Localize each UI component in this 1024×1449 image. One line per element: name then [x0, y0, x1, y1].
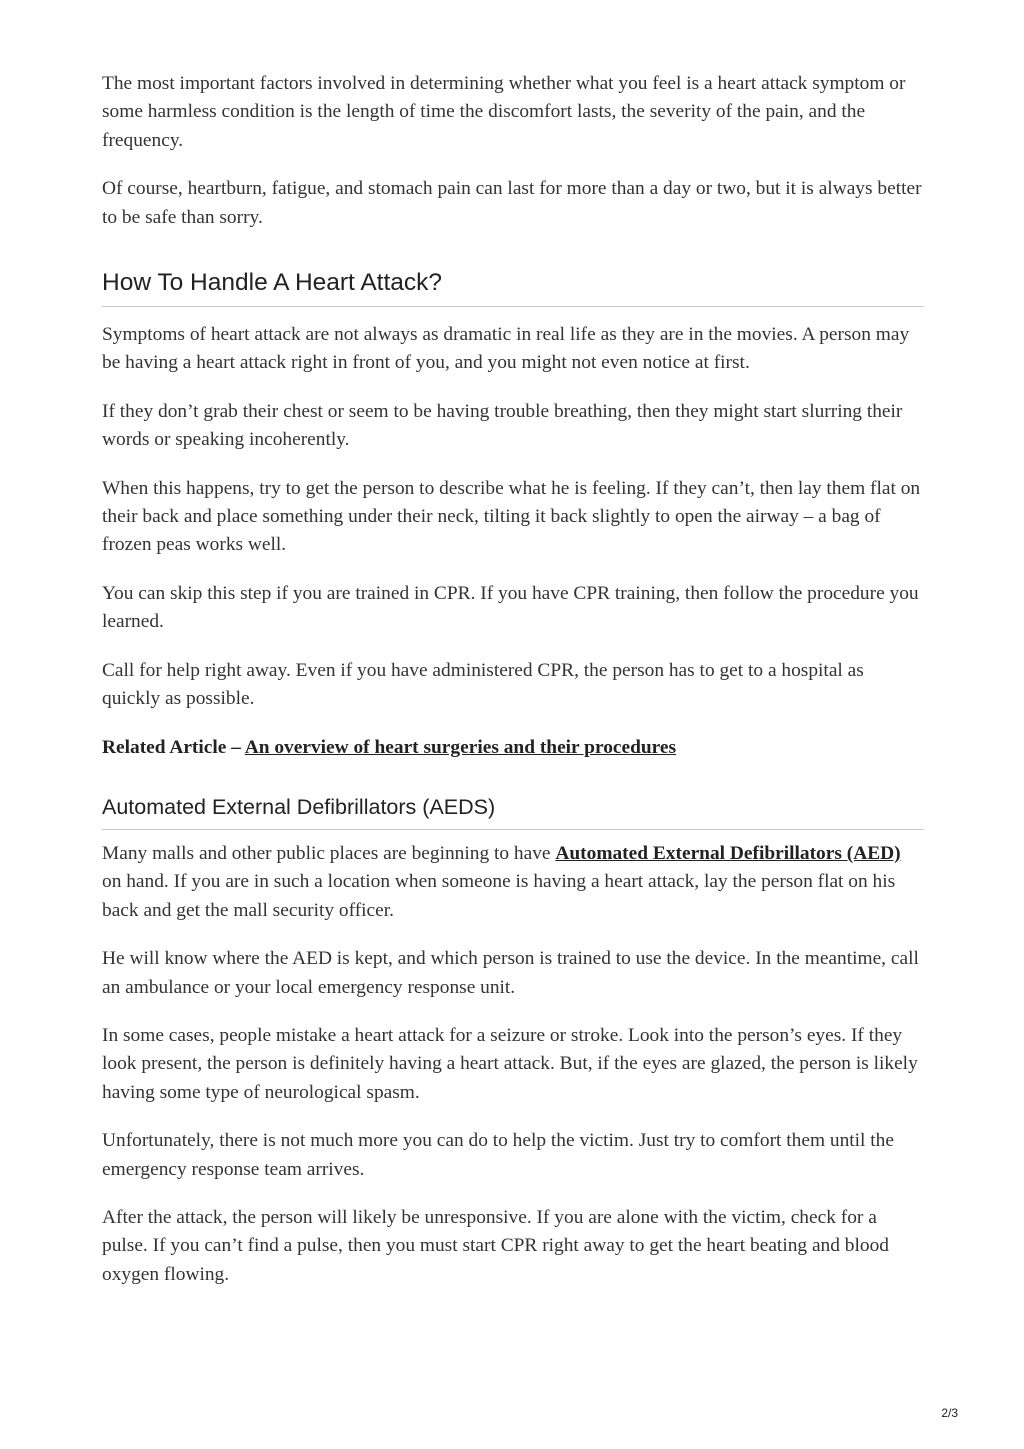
- section-heading-aeds: Automated External Defibrillators (AEDS): [102, 794, 924, 830]
- aed-paragraph-1-rest: on hand. If you are in such a location when someone is having a heart attack, lay the person flat on his back and get the mall security officer.: [102, 871, 896, 921]
- aed-paragraph-4: Unfortunately, there is not much more you can do to help the victim. Just try to comfort them until the emergency response team arrives.: [102, 1130, 894, 1180]
- handle-paragraph-1: Symptoms of heart attack are not always as dramatic in real life as they are in the movies. A person may be having a heart attack right in front of you, and you might not even notice at first.: [102, 324, 910, 374]
- related-article-label: Related Article –: [102, 736, 245, 758]
- handle-paragraph-5: Call for help right away. Even if you have administered CPR, the person has to get to a hospital as quickly as possible.: [102, 659, 864, 710]
- handle-paragraph-4: You can skip this step if you are trained in CPR. If you have CPR training, then follow the procedure you learned.: [102, 582, 919, 633]
- related-article: [102, 734, 924, 762]
- aed-paragraph-1-intro: Many malls and other public places are beginning to have: [102, 842, 556, 864]
- page-number: 2/3: [941, 1406, 958, 1420]
- intro-paragraph-2: Of course, heartburn, fatigue, and stomach pain can last for more than a day or two, but it is always better to be safe than sorry.: [102, 178, 922, 228]
- section-heading-handle-heart-attack: How To Handle A Heart Attack?: [102, 268, 924, 307]
- aed-link[interactable]: Automated External Defibrillators (AED): [555, 842, 901, 864]
- aed-paragraph-2: He will know where the AED is kept, and which person is trained to use the device. In the meantime, call an ambulance or your local emergency response unit.: [102, 948, 919, 998]
- handle-paragraph-2: If they don’t grab their chest or seem to be having trouble breathing, then they might start slurring their words or speaking incoherently.: [102, 400, 903, 451]
- related-article-link[interactable]: An overview of heart surgeries and their procedures: [244, 736, 677, 758]
- handle-paragraph-3: When this happens, try to get the person to describe what he is feeling. If they can’t, then lay them flat on their back and place something under their neck, tilting it back slightly to open the airway – a bag of frozen peas works well.: [102, 477, 921, 556]
- aed-paragraph-3: In some cases, people mistake a heart attack for a seizure or stroke. Look into the person’s eyes. If they look present, the person is definitely having a heart attack. But, if the eyes are glazed, the person is likely having some type of neurological spasm.: [102, 1024, 918, 1103]
- intro-paragraph-1: The most important factors involved in determining whether what you feel is a heart attack symptom or some harmless condition is the length of time the discomfort lasts, the severity of the pain, and the frequency.: [102, 73, 906, 151]
- aed-paragraph-1: [102, 840, 924, 925]
- aed-paragraph-5: After the attack, the person will likely be unresponsive. If you are alone with the victim, check for a pulse. If you can’t find a pulse, then you must start CPR right away to get the heart beating and blood oxygen flowing.: [102, 1206, 889, 1285]
- document-page: [102, 70, 924, 1309]
